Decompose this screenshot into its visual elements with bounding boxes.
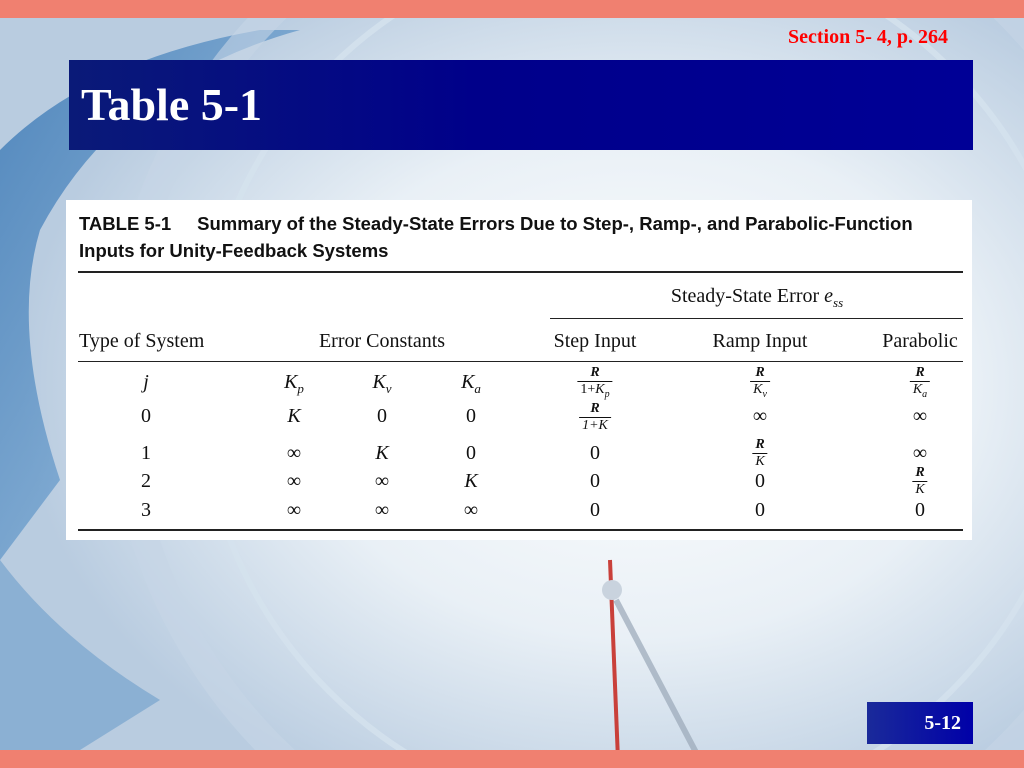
cell-ramp-symbol: $\frac{R}{K_v}$ (750, 366, 770, 402)
caption-text-line2: Inputs for Unity-Feedback Systems (79, 240, 389, 261)
top-rule (78, 271, 963, 273)
cell-ka: ∞ (463, 499, 479, 521)
header-ramp: Ramp Input (712, 330, 808, 352)
cell-para-symbol: $\frac{R}{K_a}$ (910, 366, 930, 402)
cell-kp: K (287, 405, 301, 427)
caption-text-line1: Summary of the Steady-State Errors Due to Step-, Ramp-, and Parabolic-Function (197, 213, 913, 234)
cell-ramp: 0 (755, 470, 765, 492)
cell-type: 3 (141, 499, 151, 521)
cell-ramp: 0 (755, 499, 765, 521)
cell-ka-symbol: $K_a$ (461, 371, 481, 396)
header-rule (78, 361, 963, 362)
bottom-rule (78, 529, 963, 531)
cell-ka: 0 (466, 405, 476, 427)
cell-kp-symbol: $K_p$ (284, 371, 304, 396)
cell-parabolic: ∞ (912, 442, 928, 464)
cell-kp: ∞ (286, 499, 302, 521)
cell-parabolic: 0 (915, 499, 925, 521)
cell-type: 2 (141, 470, 151, 492)
cell-ka: 0 (466, 442, 476, 464)
cell-kv: 0 (377, 405, 387, 427)
group-rule (550, 318, 963, 319)
cell-kv: K (375, 442, 389, 464)
cell-kv: ∞ (374, 499, 390, 521)
header-constants: Error Constants (318, 330, 446, 352)
cell-kv: ∞ (374, 470, 390, 492)
cell-ka: K (464, 470, 478, 492)
header-step: Step Input (553, 330, 637, 352)
cell-ramp: $\frac{R}{K}$ (752, 438, 767, 469)
cell-parabolic: ∞ (912, 405, 928, 427)
header-parabolic: Parabolic (882, 330, 958, 352)
cell-ramp: ∞ (752, 405, 768, 427)
cell-parabolic: $\frac{R}{K}$ (912, 466, 927, 497)
cell-kp: ∞ (286, 442, 302, 464)
bottom-accent-bar (0, 750, 1024, 768)
group-header: Steady-State Error $e_{ss}$ (670, 285, 844, 310)
slide-title: Table 5-1 (81, 79, 263, 130)
table-caption (79, 210, 959, 264)
caption-label: TABLE 5-1 (79, 213, 172, 234)
slide-number: 5-12 (867, 702, 973, 744)
table-card (66, 200, 972, 540)
title-banner (69, 60, 973, 150)
cell-type-symbol: j (143, 371, 149, 393)
header-type: Type of System (79, 330, 205, 352)
cell-type: 1 (141, 442, 151, 464)
cell-kp: ∞ (286, 470, 302, 492)
cell-step: 0 (590, 470, 600, 492)
cell-step: 0 (590, 442, 600, 464)
cell-step-symbol: $\frac{R}{1+K_p}$ (577, 366, 612, 402)
cell-type: 0 (141, 405, 151, 427)
cell-kv-symbol: $K_v$ (372, 371, 392, 396)
section-reference: Section 5- 4, p. 264 (788, 26, 948, 48)
top-accent-bar (0, 0, 1024, 18)
cell-step: $\frac{R}{1+K}$ (579, 402, 611, 433)
cell-step: 0 (590, 499, 600, 521)
